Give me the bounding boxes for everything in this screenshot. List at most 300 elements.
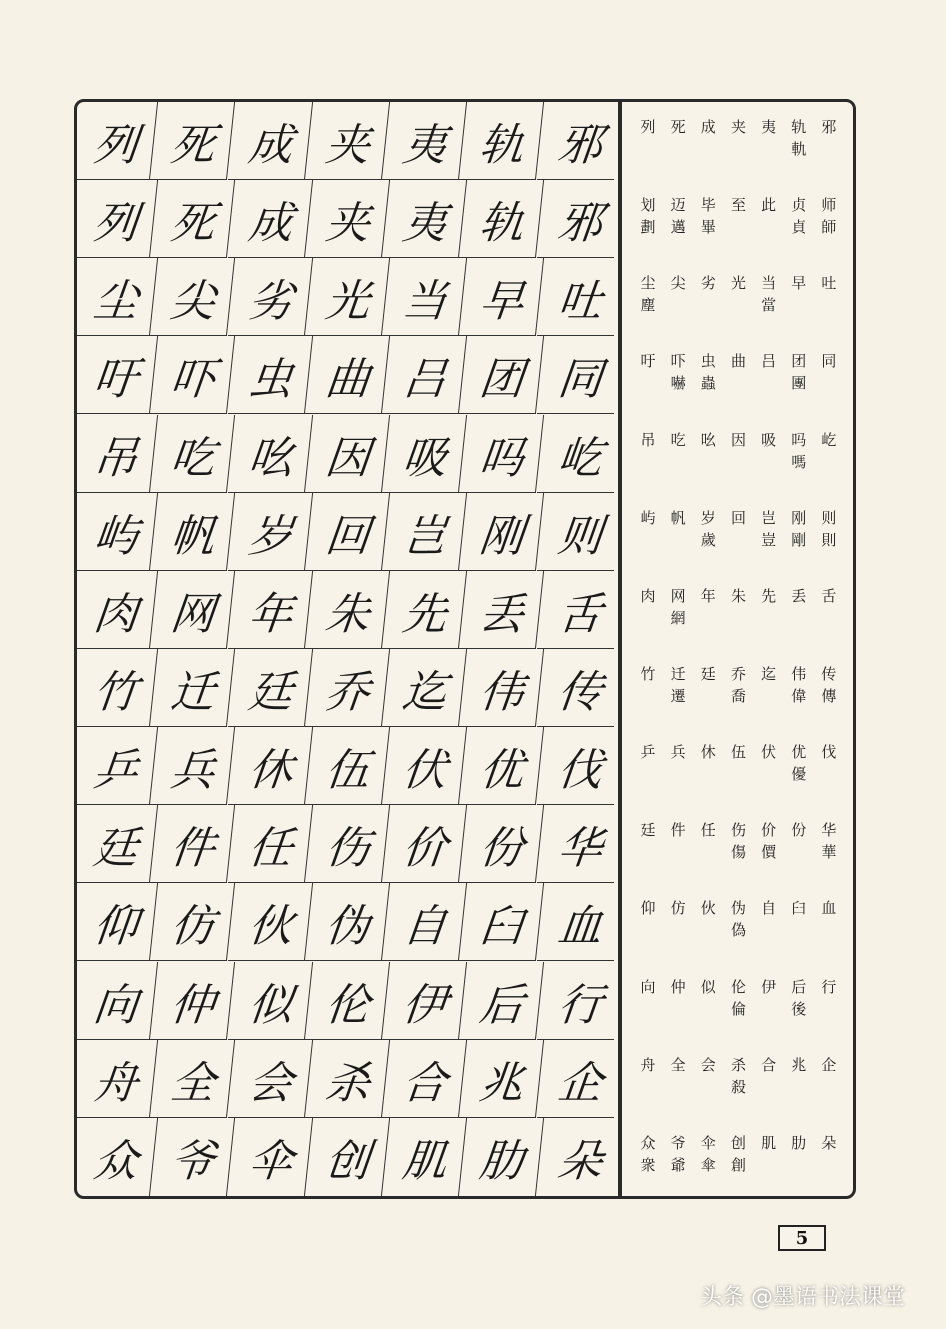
practice-cell: 华 [537, 805, 622, 883]
practice-cell: 吐 [537, 258, 622, 336]
practice-cell: 竹 [74, 649, 158, 727]
practice-cell: 尘 [74, 258, 158, 336]
simplified-char: 仰 [640, 899, 656, 918]
reference-char-pair [757, 194, 781, 258]
practice-cell: 兵 [150, 727, 235, 805]
reference-char-pair [696, 1054, 720, 1118]
practice-cell: 肉 [74, 571, 158, 649]
reference-char-pair [817, 585, 841, 649]
simplified-char: 会 [700, 1055, 716, 1074]
reference-char-pair [696, 897, 720, 961]
practice-cell: 向 [74, 962, 158, 1040]
practice-cell: 创 [305, 1118, 391, 1196]
practice-cell: 伐 [537, 727, 622, 805]
simplified-char: 毕 [700, 196, 716, 215]
practice-cell: 仰 [74, 883, 158, 961]
practice-cell: 夷 [382, 180, 467, 258]
simplified-char: 岂 [761, 508, 777, 527]
practice-cell: 肋 [459, 1118, 544, 1196]
reference-char-pair [757, 507, 781, 571]
reference-char-pair [757, 897, 781, 961]
practice-cell: 全 [150, 1040, 235, 1118]
simplified-char: 吗 [791, 430, 807, 449]
simplified-char: 伐 [821, 743, 837, 762]
practice-cell: 乒 [74, 727, 158, 805]
practice-cell: 休 [227, 727, 312, 805]
simplified-char: 后 [791, 977, 807, 996]
practice-cell: 则 [537, 493, 622, 571]
simplified-char: 因 [730, 430, 746, 449]
reference-char-pair [666, 585, 690, 649]
simplified-char: 臼 [791, 899, 807, 918]
practice-cell: 当 [382, 258, 467, 336]
simplified-char: 华 [821, 821, 837, 840]
reference-char-pair [726, 976, 750, 1040]
simplified-char: 伊 [761, 977, 777, 996]
reference-char-pair [787, 350, 811, 414]
reference-char-pair [666, 663, 690, 727]
reference-char-pair [666, 1054, 690, 1118]
simplified-char: 爷 [670, 1133, 686, 1152]
reference-char-pair [696, 350, 720, 414]
practice-cell: 轨 [459, 180, 544, 258]
simplified-char: 创 [730, 1133, 746, 1152]
practice-cell: 夹 [305, 102, 391, 180]
reference-char-pair [817, 1132, 841, 1196]
simplified-char: 此 [761, 196, 777, 215]
simplified-char: 杀 [730, 1055, 746, 1074]
simplified-char: 团 [791, 352, 807, 371]
practice-cell: 似 [227, 962, 312, 1040]
simplified-char: 仿 [670, 899, 686, 918]
reference-char-pair [666, 116, 690, 180]
reference-char-pair [787, 507, 811, 571]
traditional-char: 殺 [730, 1077, 746, 1096]
practice-cell: 光 [305, 258, 391, 336]
practice-cell: 岂 [382, 493, 467, 571]
practice-cell: 伊 [382, 962, 467, 1040]
practice-cell: 迄 [382, 649, 467, 727]
simplified-char: 企 [821, 1055, 837, 1074]
simplified-char: 劣 [700, 274, 716, 293]
simplified-char: 伪 [730, 899, 746, 918]
traditional-char: 創 [730, 1155, 746, 1174]
simplified-char: 虫 [700, 352, 716, 371]
reference-char-pair [757, 116, 781, 180]
practice-cell: 夹 [305, 180, 391, 258]
simplified-char: 吕 [761, 352, 777, 371]
simplified-char: 迁 [670, 665, 686, 683]
simplified-char: 年 [700, 586, 716, 605]
practice-cell: 肌 [382, 1118, 467, 1196]
reference-char-pair [787, 741, 811, 805]
simplified-char: 吁 [640, 352, 656, 371]
practice-cell: 臼 [459, 883, 544, 961]
reference-char-pair [757, 272, 781, 336]
practice-cell: 吕 [382, 336, 467, 414]
simplified-char: 曲 [730, 352, 746, 371]
reference-char-pair [636, 897, 660, 961]
practice-cell: 会 [227, 1040, 312, 1118]
reference-char-pair [817, 819, 841, 883]
page-frame [74, 99, 856, 1199]
simplified-char: 竹 [640, 665, 656, 683]
reference-char-pair [726, 663, 750, 727]
practice-cell: 伦 [305, 962, 391, 1040]
simplified-char: 全 [670, 1055, 686, 1074]
traditional-char: 喬 [730, 687, 746, 705]
simplified-char: 吆 [700, 430, 716, 449]
reference-char-pair [757, 1054, 781, 1118]
simplified-char: 吐 [821, 274, 837, 293]
simplified-char: 贞 [791, 196, 807, 215]
simplified-char: 则 [821, 508, 837, 527]
reference-row [622, 336, 853, 414]
traditional-char: 劃 [640, 218, 656, 237]
traditional-char: 剛 [791, 530, 807, 549]
practice-cell: 任 [227, 805, 312, 883]
simplified-char: 价 [761, 821, 777, 840]
simplified-char: 伟 [791, 665, 807, 683]
reference-char-pair [726, 1054, 750, 1118]
practice-cell: 轨 [459, 102, 544, 180]
practice-cell: 仲 [150, 962, 235, 1040]
reference-char-pair [817, 272, 841, 336]
simplified-char: 朱 [730, 586, 746, 605]
practice-cell: 份 [459, 805, 544, 883]
practice-cell: 帆 [150, 493, 235, 571]
practice-cell: 价 [382, 805, 467, 883]
traditional-char: 團 [791, 374, 807, 393]
reference-char-pair [787, 819, 811, 883]
simplified-char: 伙 [700, 899, 716, 918]
traditional-char: 衆 [640, 1155, 656, 1174]
simplified-char: 屹 [821, 430, 837, 449]
traditional-char: 嚇 [670, 374, 686, 393]
reference-char-pair [817, 429, 841, 493]
reference-char-pair [696, 272, 720, 336]
simplified-char: 肉 [640, 586, 656, 605]
simplified-char: 乒 [640, 743, 656, 762]
practice-cell: 伤 [305, 805, 391, 883]
practice-cell: 吆 [227, 415, 312, 493]
simplified-char: 吃 [670, 430, 686, 449]
reference-char-pair [666, 350, 690, 414]
simplified-char: 肋 [791, 1133, 807, 1152]
traditional-char: 倫 [730, 999, 746, 1018]
simplified-char: 死 [670, 118, 686, 136]
practice-cell: 列 [74, 102, 158, 180]
reference-char-pair [696, 194, 720, 258]
simplified-char: 舌 [821, 586, 837, 605]
reference-char-pair [636, 350, 660, 414]
practice-cell: 团 [459, 336, 544, 414]
simplified-char: 同 [821, 352, 837, 371]
reference-char-pair [636, 1054, 660, 1118]
traditional-char: 嗎 [791, 452, 807, 471]
reference-char-pair [636, 429, 660, 493]
simplified-char: 师 [821, 196, 837, 215]
traditional-char: 優 [791, 765, 807, 784]
simplified-char: 伞 [700, 1133, 716, 1152]
practice-cell: 因 [305, 415, 391, 493]
reference-char-pair [726, 272, 750, 336]
practice-cell: 丢 [459, 571, 544, 649]
simplified-char: 回 [730, 508, 746, 527]
practice-cell: 夷 [382, 102, 467, 180]
practice-cell: 网 [150, 571, 235, 649]
simplified-char: 尘 [640, 274, 656, 293]
practice-cell: 伪 [305, 883, 391, 961]
practice-cell: 血 [537, 883, 622, 961]
reference-row [622, 258, 853, 336]
reference-char-pair [787, 116, 811, 180]
reference-char-pair [666, 194, 690, 258]
practice-cell: 爷 [150, 1118, 235, 1196]
simplified-char: 伦 [730, 977, 746, 996]
simplified-char: 成 [700, 118, 716, 136]
reference-char-pair [666, 1132, 690, 1196]
reference-char-pair [696, 585, 720, 649]
traditional-char: 軌 [791, 140, 807, 158]
simplified-char: 似 [700, 977, 716, 996]
reference-char-pair [757, 1132, 781, 1196]
reference-row [622, 1040, 853, 1118]
traditional-char: 傘 [700, 1155, 716, 1174]
practice-cell: 伏 [382, 727, 467, 805]
practice-cell: 列 [74, 180, 158, 258]
simplified-char: 传 [821, 665, 837, 683]
practice-cell: 尖 [150, 258, 235, 336]
reference-char-pair [817, 741, 841, 805]
reference-char-pair [726, 429, 750, 493]
practice-cell: 死 [150, 102, 235, 180]
practice-cell: 舌 [537, 571, 622, 649]
simplified-char: 血 [821, 899, 837, 918]
reference-char-pair [726, 507, 750, 571]
reference-char-pair [817, 897, 841, 961]
reference-char-pair [817, 976, 841, 1040]
reference-char-pair [666, 272, 690, 336]
simplified-char: 屿 [640, 508, 656, 527]
simplified-char: 优 [791, 743, 807, 762]
practice-cell: 成 [227, 102, 312, 180]
simplified-char: 廷 [640, 821, 656, 840]
practice-cell: 虫 [227, 336, 312, 414]
simplified-char: 岁 [700, 508, 716, 527]
simplified-char: 合 [761, 1055, 777, 1074]
practice-cell: 邪 [537, 180, 622, 258]
traditional-char: 當 [761, 296, 777, 315]
practice-cell: 伟 [459, 649, 544, 727]
practice-cell: 屿 [74, 493, 158, 571]
practice-cell: 屹 [537, 415, 622, 493]
simplified-char: 尖 [670, 274, 686, 293]
traditional-char: 歲 [700, 530, 716, 549]
simplified-char: 廷 [700, 665, 716, 683]
traditional-char: 遷 [670, 687, 686, 705]
reference-char-pair [666, 507, 690, 571]
simplified-char: 乔 [730, 665, 746, 683]
reference-char-pair [636, 585, 660, 649]
simplified-char: 帆 [670, 508, 686, 527]
traditional-char: 豈 [761, 530, 777, 549]
practice-cell: 吃 [150, 415, 235, 493]
practice-cell: 吸 [382, 415, 467, 493]
reference-char-pair [787, 897, 811, 961]
reference-char-pair [787, 272, 811, 336]
reference-char-pair [636, 1132, 660, 1196]
reference-row [622, 805, 853, 883]
reference-char-pair [787, 429, 811, 493]
reference-char-pair [636, 976, 660, 1040]
practice-cell: 舟 [74, 1040, 158, 1118]
traditional-char: 師 [821, 218, 837, 237]
reference-char-pair [787, 1132, 811, 1196]
practice-cell: 企 [537, 1040, 622, 1118]
reference-char-pair [696, 741, 720, 805]
reference-character-table [622, 102, 853, 1196]
simplified-char: 向 [640, 977, 656, 996]
simplified-char: 至 [730, 196, 746, 215]
simplified-char: 划 [640, 196, 656, 215]
reference-char-pair [696, 429, 720, 493]
reference-char-pair [787, 976, 811, 1040]
simplified-char: 列 [640, 118, 656, 136]
simplified-char: 刚 [791, 508, 807, 527]
reference-row [622, 883, 853, 961]
traditional-char: 畢 [700, 218, 716, 237]
reference-char-pair [696, 1132, 720, 1196]
practice-cell: 伞 [227, 1118, 312, 1196]
simplified-char: 舟 [640, 1055, 656, 1074]
simplified-char: 网 [670, 586, 686, 605]
reference-char-pair [696, 976, 720, 1040]
simplified-char: 夷 [761, 118, 777, 136]
simplified-char: 休 [700, 743, 716, 762]
practice-cell: 迁 [150, 649, 235, 727]
simplified-char: 份 [791, 821, 807, 840]
simplified-char: 先 [761, 586, 777, 605]
simplified-char: 邪 [821, 118, 837, 136]
practice-cell: 合 [382, 1040, 467, 1118]
practice-cell: 吁 [74, 336, 158, 414]
practice-cell: 件 [150, 805, 235, 883]
reference-char-pair [636, 116, 660, 180]
reference-char-pair [666, 429, 690, 493]
reference-char-pair [696, 663, 720, 727]
reference-row [622, 493, 853, 571]
traditional-char: 傷 [730, 843, 746, 862]
reference-char-pair [757, 585, 781, 649]
traditional-char: 華 [821, 843, 837, 862]
reference-char-pair [636, 194, 660, 258]
traditional-char: 邁 [670, 218, 686, 237]
reference-char-pair [726, 897, 750, 961]
simplified-char: 件 [670, 821, 686, 840]
simplified-char: 当 [761, 274, 777, 293]
practice-cell: 岁 [227, 493, 312, 571]
practice-cell: 死 [150, 180, 235, 258]
simplified-char: 兵 [670, 743, 686, 762]
traditional-char: 後 [791, 999, 807, 1018]
simplified-char: 仲 [670, 977, 686, 996]
reference-row [622, 649, 853, 727]
practice-cell: 自 [382, 883, 467, 961]
reference-char-pair [757, 976, 781, 1040]
simplified-char: 伏 [761, 743, 777, 762]
practice-cell: 吗 [459, 415, 544, 493]
simplified-char: 伤 [730, 821, 746, 840]
reference-char-pair [726, 585, 750, 649]
reference-char-pair [666, 897, 690, 961]
reference-char-pair [726, 1132, 750, 1196]
practice-cell: 杀 [305, 1040, 391, 1118]
simplified-char: 丢 [791, 586, 807, 605]
reference-row [622, 180, 853, 258]
practice-cell: 传 [537, 649, 622, 727]
simplified-char: 迈 [670, 196, 686, 215]
practice-cell: 众 [74, 1118, 158, 1196]
reference-char-pair [666, 819, 690, 883]
traditional-char: 偽 [730, 921, 746, 940]
practice-cell: 廷 [227, 649, 312, 727]
reference-row [622, 962, 853, 1040]
reference-char-pair [696, 819, 720, 883]
practice-cell: 成 [227, 180, 312, 258]
reference-char-pair [636, 819, 660, 883]
reference-row [622, 1118, 853, 1196]
reference-char-pair [787, 1054, 811, 1118]
simplified-char: 迄 [761, 665, 777, 683]
reference-row [622, 102, 853, 180]
reference-row [622, 415, 853, 493]
traditional-char: 傳 [821, 687, 837, 705]
calligraphy-practice-grid [77, 102, 618, 1196]
reference-char-pair [817, 663, 841, 727]
reference-row [622, 727, 853, 805]
practice-cell: 吓 [150, 336, 235, 414]
simplified-char: 自 [761, 899, 777, 918]
simplified-char: 吊 [640, 430, 656, 449]
reference-char-pair [757, 741, 781, 805]
practice-cell: 乔 [305, 649, 391, 727]
practice-cell: 朱 [305, 571, 391, 649]
simplified-char: 众 [640, 1133, 656, 1152]
reference-char-pair [726, 194, 750, 258]
reference-char-pair [636, 507, 660, 571]
simplified-char: 早 [791, 274, 807, 293]
practice-cell: 回 [305, 493, 391, 571]
practice-cell: 早 [459, 258, 544, 336]
practice-cell: 后 [459, 962, 544, 1040]
watermark: 头条 @墨语书法课堂 [700, 1285, 905, 1310]
simplified-char: 吸 [761, 430, 777, 449]
reference-char-pair [636, 663, 660, 727]
reference-char-pair [757, 819, 781, 883]
practice-cell: 年 [227, 571, 312, 649]
practice-cell: 廷 [74, 805, 158, 883]
reference-char-pair [636, 741, 660, 805]
reference-row [622, 571, 853, 649]
practice-cell: 兆 [459, 1040, 544, 1118]
reference-char-pair [787, 194, 811, 258]
reference-char-pair [757, 429, 781, 493]
reference-char-pair [696, 116, 720, 180]
reference-char-pair [757, 350, 781, 414]
practice-cell: 优 [459, 727, 544, 805]
traditional-char: 塵 [640, 296, 656, 315]
